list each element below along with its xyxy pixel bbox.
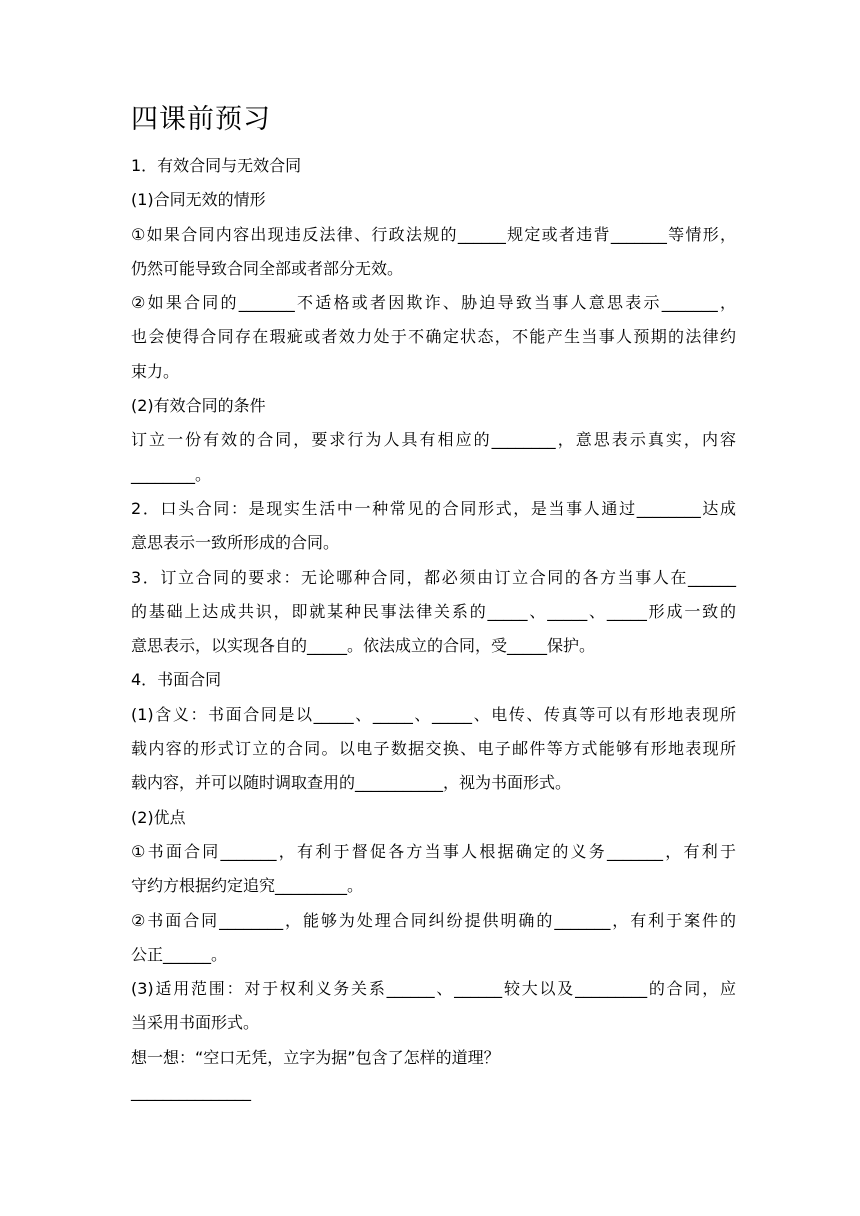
text-line: 仍然可能导致合同全部或者部分无效。 (131, 258, 404, 278)
text-line: ②如果合同的_______不适格或者因欺诈、胁迫导致当事人意思表示_______， (131, 293, 736, 313)
text-line: ②书面合同________，能够为处理合同纠纷提供明确的_______，有利于案件的 (131, 910, 736, 930)
text-line: 束力。 (131, 361, 180, 381)
text-line: 的基础上达成共识，即就某种民事法律关系的_____、_____、_____形成一致的 (131, 601, 736, 621)
text-line: ①如果合同内容出现违反法律、行政法规的______规定或者违背_______等情形， (131, 224, 736, 244)
text-line: (3)适用范围：对于权利义务关系______、______较大以及_________的合同，应 (131, 979, 736, 999)
document-page (131, 100, 736, 1109)
text-line: 当采用书面形式。 (131, 1013, 260, 1033)
text-line: ①书面合同_______，有利于督促各方当事人根据确定的义务_______，有利于 (131, 841, 736, 861)
text-line: 载内容，并可以随时调取查用的___________，视为书面形式。 (131, 773, 572, 793)
text-line: 订立一份有效的合同，要求行为人具有相应的________，意思表示真实，内容 (131, 430, 736, 450)
section-2-text: 2．口头合同：是现实生活中一种常见的合同形式，是当事人通过________达成 (131, 498, 736, 518)
think-question: 想一想：“空口无凭，立字为据”包含了怎样的道理？ (131, 1047, 500, 1067)
text-line: ________。 (131, 464, 212, 484)
subsection-heading: (2)有效合同的条件 (131, 396, 266, 416)
section-1-heading: 1．有效合同与无效合同 (131, 156, 302, 175)
text-line: 载内容的形式订立的合同。以电子数据交换、电子邮件等方式能够有形地表现所 (131, 739, 736, 759)
section-3-text: 3．订立合同的要求：无论哪种合同，都必须由订立合同的各方当事人在______ (131, 567, 736, 587)
text-line: 也会使得合同存在瑕疵或者效力处于不确定状态，不能产生当事人预期的法律约 (131, 327, 736, 347)
page-title: 四课前预习 (131, 104, 271, 135)
text-line: 意思表示，以实现各自的_____。依法成立的合同，受_____保护。 (131, 636, 596, 656)
text-line: (1)含义：书面合同是以_____、_____、_____、电传、传真等可以有形地表现所 (131, 704, 736, 724)
subsection-heading: (2)优点 (131, 807, 186, 827)
section-4-heading: 4．书面合同 (131, 670, 222, 690)
answer-blank: _______________ (131, 1082, 251, 1102)
text-line: 守约方根据约定追究_________。 (131, 876, 364, 896)
text-line: 公正______。 (131, 944, 228, 964)
subsection-heading: (1)合同无效的情形 (131, 190, 266, 210)
text-line: 意思表示一致所形成的合同。 (131, 533, 340, 553)
